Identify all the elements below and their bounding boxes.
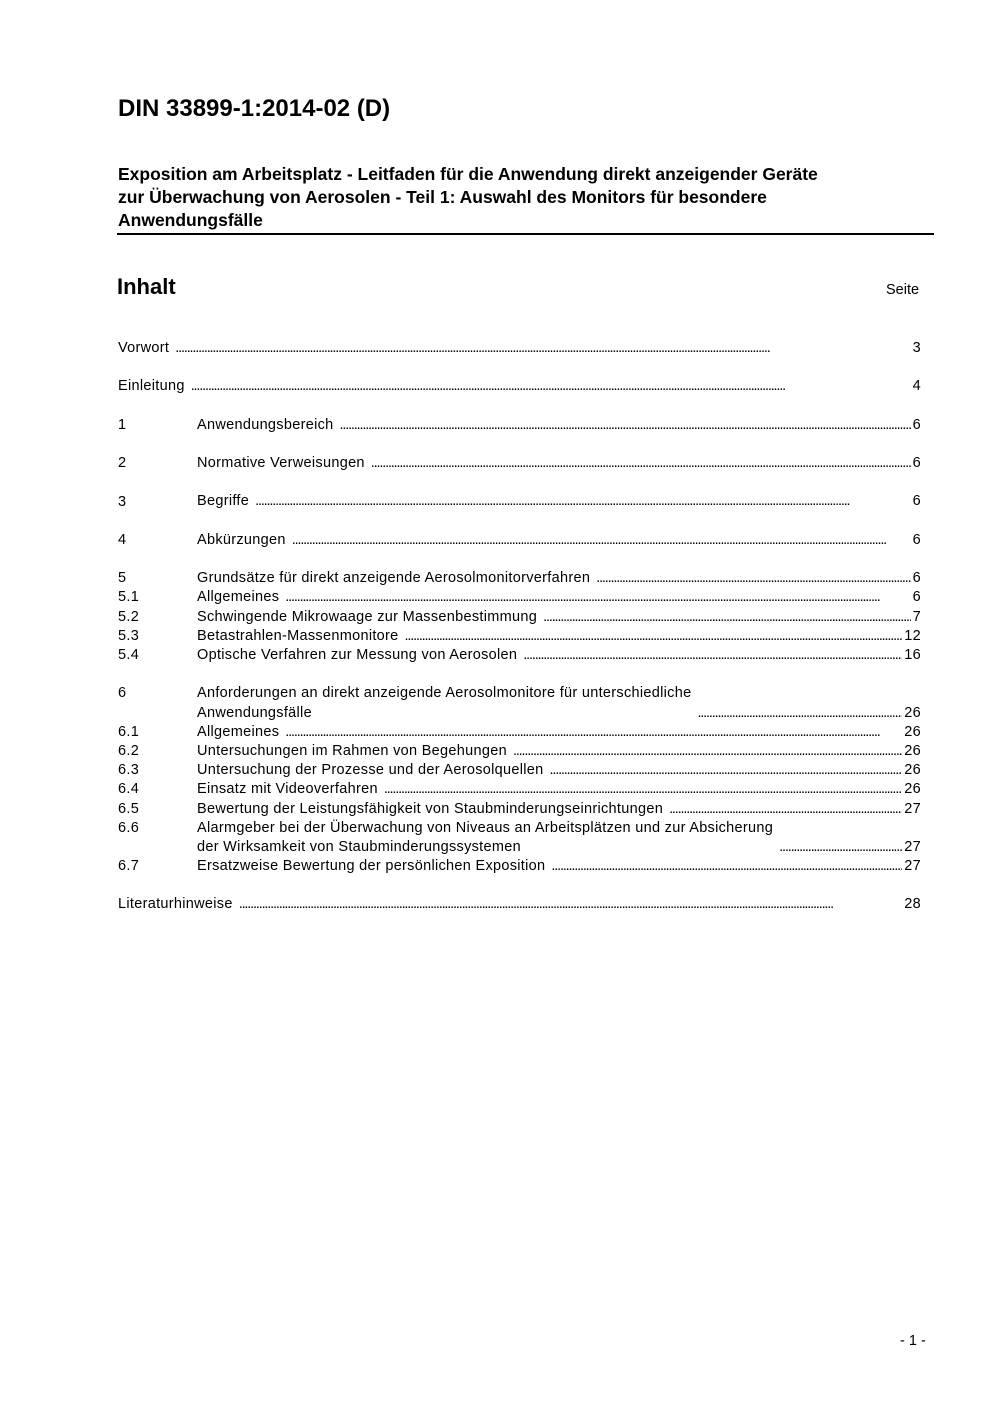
toc-entry[interactable]	[118, 588, 921, 607]
toc-entry-number: 4	[118, 531, 127, 548]
toc-entry-body	[197, 416, 921, 435]
toc-entry-text-line: der Wirksamkeit von Staubminderungssystemen	[197, 838, 521, 855]
toc-dot-leader	[255, 492, 911, 511]
toc-entry-number: 6.2	[118, 742, 140, 759]
toc-entry[interactable]	[118, 780, 921, 799]
toc-entry-text	[197, 819, 773, 857]
toc-entry-page: 6	[912, 493, 921, 510]
toc-entry-body	[197, 780, 921, 799]
toc-dot-leader	[697, 704, 902, 723]
toc-dot-leader	[596, 569, 910, 588]
toc-entry-page: 27	[904, 800, 921, 817]
toc-entry-text-line: Anwendungsfälle	[197, 704, 312, 721]
toc-entry[interactable]	[118, 569, 921, 588]
toc-entry[interactable]	[118, 531, 921, 550]
toc-entry-body	[197, 588, 921, 607]
toc-entry-body	[197, 761, 921, 780]
toc-group	[118, 531, 921, 550]
toc-entry-page: 27	[904, 838, 921, 855]
toc-entry-number: 2	[118, 455, 127, 472]
toc-entry-number: 6	[118, 685, 127, 702]
toc-entry-number: 5.2	[118, 608, 140, 625]
toc-entry-page: 6	[912, 531, 921, 548]
toc-entry-body	[197, 493, 921, 512]
document-title-line: Anwendungsfälle	[118, 210, 263, 230]
toc-entry-text: Abkürzungen	[197, 531, 286, 548]
toc-entry-text: Betastrahlen-Massenmonitore	[197, 627, 399, 644]
toc-entry-number: 5	[118, 570, 127, 587]
toc-entry[interactable]	[118, 454, 921, 473]
toc-entry-number: 6.6	[118, 819, 140, 836]
toc-entry-page: 6	[912, 570, 921, 587]
toc-entry-body	[197, 800, 921, 819]
toc-entry[interactable]	[118, 646, 921, 665]
toc-entry-number: 5.1	[118, 589, 140, 606]
toc-entry-page: 6	[912, 589, 921, 606]
toc-entry-text-line: Anforderungen an direkt anzeigende Aerosolmonitore für unterschiedliche	[197, 685, 692, 702]
toc-entry-body	[197, 569, 921, 588]
document-title-line: zur Überwachung von Aerosolen - Teil 1: Auswahl des Monitors für besondere	[118, 187, 767, 207]
toc-entry-body	[197, 627, 921, 646]
toc-group	[118, 377, 921, 396]
toc-entry-page: 28	[904, 896, 921, 913]
toc-group	[118, 493, 921, 512]
toc-entry-page: 4	[912, 378, 921, 395]
toc-dot-leader	[285, 588, 910, 607]
toc-dot-leader	[550, 761, 903, 780]
toc-entry-page: 27	[904, 858, 921, 875]
toc-entry-body	[118, 377, 921, 396]
toc-entry-text: Ersatzweise Bewertung der persönlichen Exposition	[197, 858, 546, 875]
toc-entry-text: Anwendungsbereich	[197, 416, 334, 433]
toc-entry-number: 6.4	[118, 781, 140, 798]
toc-entry-page: 12	[904, 627, 921, 644]
document-title-line: Exposition am Arbeitsplatz - Leitfaden für die Anwendung direkt anzeigender Geräte	[118, 164, 818, 184]
toc-dot-leader	[779, 838, 902, 857]
toc-entry-text: Allgemeines	[197, 589, 280, 606]
toc-entry[interactable]	[118, 627, 921, 646]
toc-entry-text: Vorwort	[118, 339, 170, 356]
toc-entry[interactable]	[118, 742, 921, 761]
toc-dot-leader	[340, 416, 911, 435]
toc-entry-text: Untersuchungen im Rahmen von Begehungen	[197, 742, 507, 759]
toc-entry-page: 3	[912, 339, 921, 356]
document-title	[118, 163, 933, 232]
table-of-contents	[118, 339, 921, 934]
toc-entry-page: 26	[904, 762, 921, 779]
toc-dot-leader	[175, 339, 910, 358]
toc-entry-page: 26	[904, 781, 921, 798]
toc-entry-text: Allgemeines	[197, 723, 280, 740]
toc-entry[interactable]	[118, 416, 921, 435]
toc-dot-leader	[551, 857, 902, 876]
toc-group	[118, 339, 921, 358]
toc-entry[interactable]	[118, 819, 921, 857]
toc-entry-page: 16	[904, 646, 921, 663]
toc-entry-page: 26	[904, 742, 921, 759]
toc-entry-body	[197, 646, 921, 665]
toc-entry-number: 6.7	[118, 858, 140, 875]
toc-entry-text-line: Alarmgeber bei der Überwachung von Niveaus an Arbeitsplätzen und zur Absicherung	[197, 819, 774, 836]
toc-entry-body	[197, 684, 921, 722]
toc-page-column-label: Seite	[886, 282, 920, 298]
toc-entry-text: Bewertung der Leistungsfähigkeit von Staubminderungseinrichtungen	[197, 800, 664, 817]
toc-entry-number: 5.4	[118, 647, 140, 663]
toc-dot-leader	[371, 454, 911, 473]
toc-entry-number: 6.1	[118, 723, 140, 740]
toc-entry-text: Einsatz mit Videoverfahren	[197, 781, 378, 798]
toc-entry[interactable]	[118, 896, 921, 915]
toc-entry-text: Untersuchung der Prozesse und der Aerosolquellen	[197, 762, 544, 779]
toc-entry[interactable]	[118, 339, 921, 358]
toc-entry-body	[197, 531, 921, 550]
toc-entry-body	[197, 819, 921, 857]
toc-entry-body	[118, 339, 921, 358]
toc-dot-leader	[543, 608, 911, 627]
toc-entry[interactable]	[118, 857, 921, 876]
toc-entry-page: 26	[904, 723, 921, 740]
toc-dot-leader	[191, 377, 911, 396]
toc-entry-text: Normative Verweisungen	[197, 455, 365, 472]
toc-entry[interactable]	[118, 377, 921, 396]
toc-entry-page: 26	[904, 704, 921, 721]
toc-dot-leader	[513, 742, 902, 761]
toc-dot-leader	[405, 627, 903, 646]
toc-entry-number: 1	[118, 416, 127, 433]
toc-entry-body	[197, 454, 921, 473]
toc-entry-number: 3	[118, 493, 127, 510]
page-number: - 1 -	[900, 1333, 926, 1349]
toc-entry-text: Begriffe	[197, 493, 250, 510]
toc-entry-page: 6	[912, 416, 921, 433]
toc-entry[interactable]	[118, 608, 921, 627]
toc-dot-leader	[292, 531, 911, 550]
toc-dot-leader	[523, 646, 902, 665]
toc-entry-body	[197, 742, 921, 761]
toc-group	[118, 454, 921, 473]
toc-group	[118, 896, 921, 915]
toc-dot-leader	[239, 895, 903, 914]
toc-entry-body	[197, 608, 921, 627]
toc-entry-text: Schwingende Mikrowaage zur Massenbestimmung	[197, 608, 538, 625]
toc-entry-body	[118, 896, 921, 915]
toc-entry-text: Grundsätze für direkt anzeigende Aerosolmonitorverfahren	[197, 570, 591, 587]
toc-entry-text: Literaturhinweise	[118, 896, 233, 913]
toc-entry-text: Optische Verfahren zur Messung von Aerosolen	[197, 646, 518, 663]
toc-entry-number: 6.3	[118, 762, 140, 779]
toc-entry[interactable]	[118, 684, 921, 722]
toc-entry-number: 6.5	[118, 800, 140, 817]
toc-entry-body	[197, 723, 921, 742]
toc-entry-text	[197, 684, 691, 722]
toc-entry[interactable]	[118, 493, 921, 512]
document-id: DIN 33899-1:2014-02 (D)	[118, 95, 391, 122]
toc-dot-leader	[384, 780, 902, 799]
toc-entry-text: Einleitung	[118, 378, 185, 395]
toc-dot-leader	[669, 800, 902, 819]
toc-entry[interactable]	[118, 761, 921, 780]
toc-entry-page: 6	[912, 455, 921, 472]
toc-entry-number: 5.3	[118, 627, 140, 644]
toc-entry[interactable]	[118, 800, 921, 819]
toc-entry-body	[197, 857, 921, 876]
toc-heading: Inhalt	[117, 274, 176, 299]
toc-group	[118, 416, 921, 435]
toc-entry-page: 7	[912, 608, 921, 625]
toc-group	[118, 684, 921, 876]
toc-dot-leader	[285, 723, 902, 742]
toc-entry[interactable]	[118, 723, 921, 742]
title-underline-rule	[117, 233, 934, 235]
toc-group	[118, 569, 921, 665]
